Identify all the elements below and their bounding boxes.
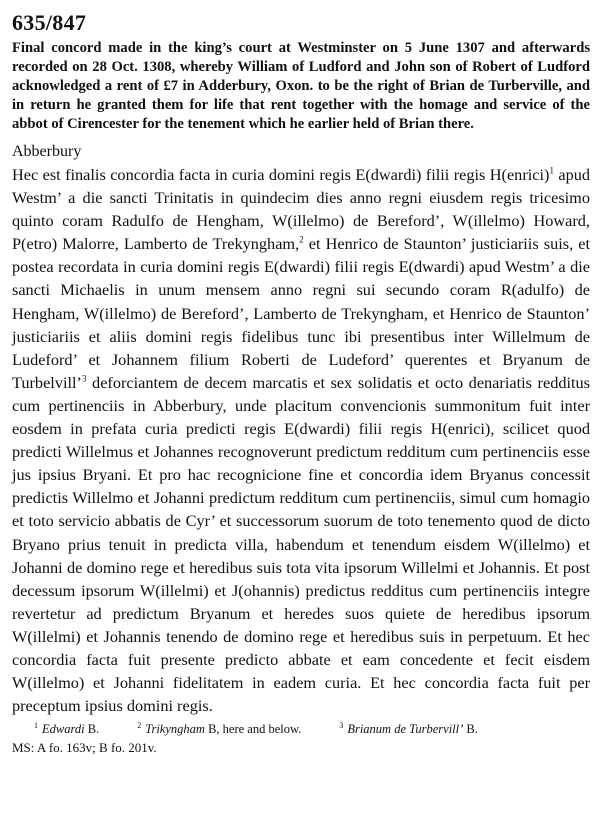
footnote-variant: Brianum de Turbervill’ — [347, 722, 464, 737]
footnote-variant: Trikyngham — [145, 722, 205, 737]
footnote-number: 2 — [137, 721, 142, 731]
footnote-number: 3 — [339, 721, 344, 731]
entry-number: 635/847 — [12, 10, 87, 35]
footnote-suffix: B, here and below. — [204, 722, 302, 737]
place-heading: Abberbury — [12, 143, 82, 160]
charter-text-part-1: Hec est finalis concordia facta in curia domini regis E(dwardi) filii regis H(enrici) — [12, 165, 550, 184]
manuscript-sources: MS: A fo. 163v; B fo. 201v. — [12, 740, 157, 756]
footnote-3 — [339, 721, 478, 737]
charter-text-part-2: apud Westm’ a die sancti Trinitatis in quindecim dies anno regni eiusdem regis tricesimo quinto coram Radulfo de Hengham, W(illelmo) de Bereford’, W(illelmo) Howard, P(etro) Malorre, Lamberto de Trekyngham, — [12, 165, 591, 254]
summary: Final concord made in the king’s court at Westminster on 5 June 1307 and afterwards recorded on 28 Oct. 1308, whereby William of Ludford and John son of Robert of Ludford acknowledged a rent of £7 in Adderbury, Oxon. to be the right of Brian de Turberville, and in return he granted them for life that rent together with the homage and service of the abbot of Cirencester for the tenement which he earlier held of Brian there. — [12, 40, 590, 132]
charter-text-part-4: deforciantem de decem marcatis et sex solidatis et octo denariatis redditus cum pertinenciis in Abberbury, unde placitum convencionis summonitum fuit inter eosdem in prefata curia predicti regis E(dwardi) filii regis H(enrici), scilicet quod predicti Willelmus et Johannes recognoverunt predictum redditum cum pertinenciis esse jus ipsius Bryani. Et pro hac recognicione fine et concordia idem Bryanus concessit predictis Willelmo et Johanni predictum redditum cum pertinenciis, simul cum homagio et toto servicio abbatis de Cyr’ et successorum suorum de toto tenemento quod de dicto Bryano prius tenuit in predicta villa, habendum et tenendum eisdem W(illelmo) et Johanni de domino rege et heredibus suis tota vita ipsorum Willelmi et Johannis. Et post decessum ipsorum W(illelmi) et J(ohannis) predictus redditus cum pertinenciis integre revertetur ad predictum Bryanum et heredes suos quiete de heredibus ipsorum W(illelmi) et Johannis tenendo de domino rege et heredibus suis in perpetuum. Et hec concordia facta fuit presente predicto abbate et eam concedente et fecit eisdem W(illelmo) et Johanni fidelitatem in eadem curia. Et hec concordia facta fuit per preceptum ipsius domini regis. — [12, 372, 590, 716]
footnote-2 — [137, 721, 301, 737]
footnote-ref-1: 1 — [549, 165, 554, 176]
footnote-suffix: B. — [84, 722, 100, 737]
footnotes — [12, 721, 590, 737]
charter-text — [12, 163, 590, 717]
footnote-ref-3: 3 — [81, 373, 87, 384]
charter-text-part-3: et Henrico de Staunton’ justiciariis suis, et postea recordata in curia domini regis E(dwardi) filii regis E(dwardi) apud Westm’ a die sancti Michaelis in unum mensem anno regni sui secundo coram R(adulfo) de Hengham, W(illelmo) de Bereford’, Lamberto de Trekyngham, et Henrico de Staunton’ justiciariis et aliis domini regis fidelibus tunc ibi presentibus inter Willelmum de Ludeford’ et Johannem filium Roberti de Ludeford’ querentes et Bryanum de Turbelvill’ — [12, 234, 591, 392]
footnote-variant: Edwardi — [42, 722, 85, 737]
footnote-1 — [34, 721, 99, 737]
footnote-suffix: B. — [463, 722, 478, 737]
footnote-ref-2: 2 — [299, 234, 304, 245]
footnote-number: 1 — [34, 721, 38, 731]
